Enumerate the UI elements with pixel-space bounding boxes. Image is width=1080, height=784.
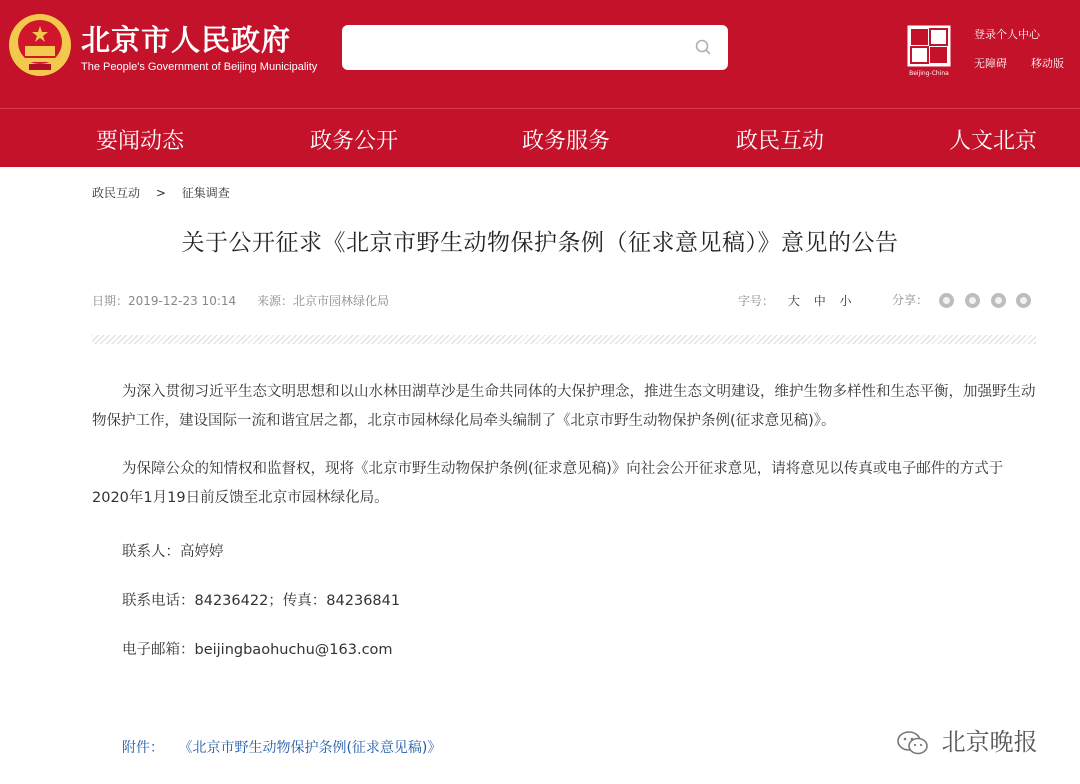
weibo-icon[interactable] [965, 293, 980, 308]
site-header [0, 0, 1080, 108]
breadcrumb-item-interaction[interactable]: 政民互动 [92, 186, 141, 200]
nav-item-interaction[interactable]: 政民互动 [736, 129, 825, 154]
mobile-version-link[interactable]: 移动版 [1031, 57, 1064, 70]
site-title[interactable]: 北京市人民政府 [81, 23, 292, 57]
font-size-control [738, 292, 852, 309]
breadcrumb-item-survey[interactable]: 征集调查 [181, 186, 230, 200]
publish-date: 日期：2019-12-23 10:14 [92, 294, 237, 308]
contact-person: 联系人：高婷婷 [122, 544, 224, 560]
share-bar [892, 291, 1031, 308]
nav-item-gov-affairs[interactable]: 政务公开 [310, 129, 399, 154]
contact-phone: 联系电话：84236422；传真：84236841 [122, 593, 401, 609]
main-nav [0, 108, 1080, 167]
qq-icon[interactable] [991, 293, 1006, 308]
article-source: 来源：北京市园林绿化局 [257, 294, 390, 308]
attachment-label: 附件： [122, 740, 164, 756]
attachment-link[interactable]: 《北京市野生动物保护条例(征求意见稿)》 [178, 740, 442, 756]
site-subtitle: The People's Government of Beijing Municipality [81, 61, 318, 73]
breadcrumb-separator: > [155, 186, 166, 200]
watermark [896, 722, 1038, 757]
font-size-label: 字号： [738, 294, 775, 308]
font-size-small-button[interactable]: 小 [839, 294, 852, 308]
font-size-large-button[interactable]: 大 [787, 294, 800, 308]
wechat-icon[interactable] [939, 293, 954, 308]
article-paragraph: 为深入贯彻习近平生态文明思想和以山水林田湖草沙是生命共同体的大保护理念，推进生态文明建设，维护生物多样性和生态平衡，加强野生动物保护工作，建设国际一流和谐宜居之都，北京市园林绿化局牵头编制了《北京市野生动物保护条例(征求意见稿)》。 [92, 384, 1036, 429]
contact-email: 电子邮箱：beijingbaohuchu@163.com [122, 642, 393, 658]
nav-item-news[interactable]: 要闻动态 [96, 129, 185, 154]
attachment [122, 737, 441, 757]
share-label: 分享： [892, 293, 929, 307]
breadcrumb [92, 184, 230, 201]
nav-item-culture[interactable]: 人文北京 [949, 129, 1038, 154]
search-icon[interactable] [694, 38, 712, 56]
article-paragraph: 为保障公众的知情权和监督权，现将《北京市野生动物保护条例(征求意见稿)》向社会公开征求意见，请将意见以传真或电子邮件的方式于2020年1月19日前反馈至北京市园林绿化局。 [92, 461, 1004, 506]
seal-caption: Beijing-China [909, 70, 949, 77]
beijing-seal-icon[interactable] [903, 23, 955, 77]
font-size-medium-button[interactable]: 中 [813, 294, 826, 308]
accessibility-link[interactable]: 无障碍 [974, 57, 1007, 70]
watermark-text: 北京晚报 [941, 728, 1038, 756]
nav-item-gov-services[interactable]: 政务服务 [522, 129, 611, 154]
divider [92, 335, 1036, 344]
login-link[interactable]: 登录个人中心 [974, 28, 1040, 41]
qzone-icon[interactable] [1016, 293, 1031, 308]
search-input[interactable] [342, 25, 728, 70]
national-emblem-icon [7, 12, 73, 78]
wechat-icon [896, 730, 930, 756]
page-title: 关于公开征求《北京市野生动物保护条例（征求意见稿）》意见的公告 [181, 230, 899, 256]
